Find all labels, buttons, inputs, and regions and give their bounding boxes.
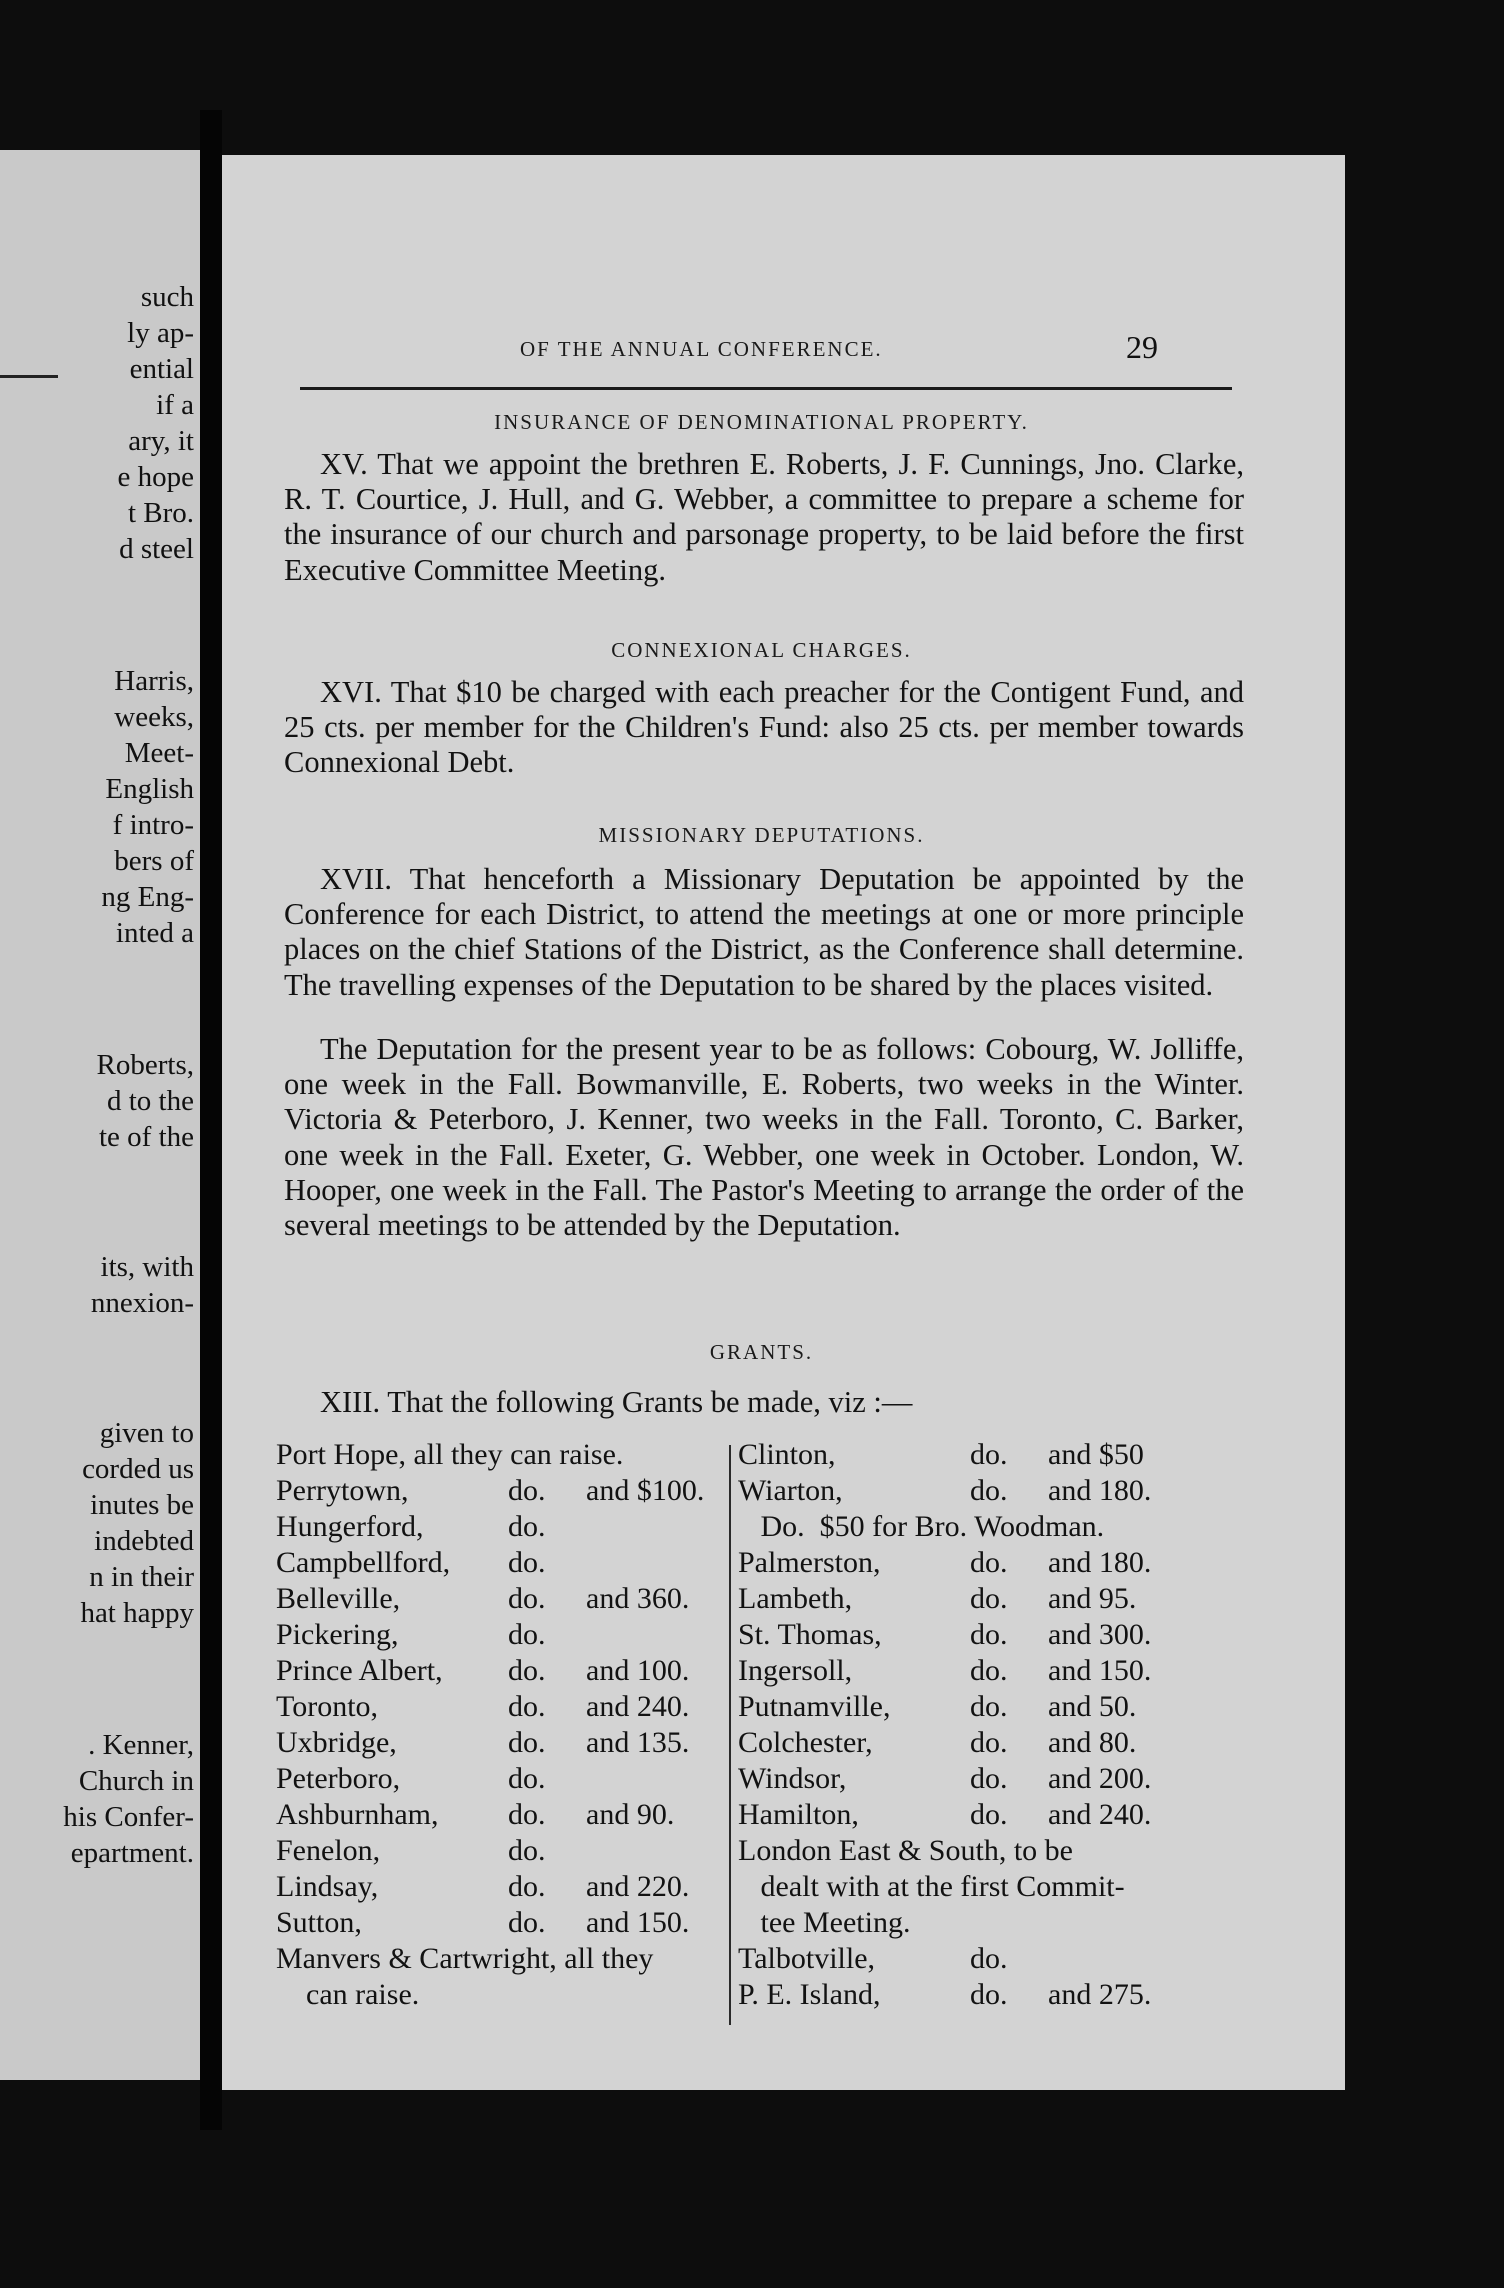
grant-place: Talbotville, bbox=[738, 1942, 876, 1975]
grant-ditto: do. bbox=[508, 1654, 546, 1687]
grant-ditto: do. bbox=[508, 1762, 546, 1795]
grant-place: Windsor, bbox=[738, 1762, 847, 1795]
grant-amount: and 300. bbox=[1048, 1618, 1152, 1651]
facing-page-line: ly ap- bbox=[127, 317, 194, 349]
grant-row bbox=[276, 1581, 726, 1617]
grant-ditto: do. bbox=[508, 1582, 546, 1615]
grant-place: Sutton, bbox=[276, 1906, 362, 1939]
grant-amount: and 220. bbox=[586, 1870, 690, 1903]
grant-place: Belleville, bbox=[276, 1582, 401, 1615]
grant-place: Palmerston, bbox=[738, 1546, 881, 1579]
grant-row bbox=[738, 1761, 1238, 1797]
facing-page-line: te of the bbox=[98, 1121, 194, 1153]
grant-place: Uxbridge, bbox=[276, 1726, 397, 1759]
section-heading-insurance: INSURANCE OF DENOMINATIONAL PROPERTY. bbox=[494, 410, 1029, 434]
grant-amount: and 275. bbox=[1048, 1978, 1152, 2011]
grant-row bbox=[738, 1437, 1238, 1473]
grant-place: Putnamville, bbox=[738, 1690, 891, 1723]
grant-place: St. Thomas, bbox=[738, 1618, 882, 1651]
section-heading-grants: GRANTS. bbox=[709, 1340, 814, 1364]
grant-place: Toronto, bbox=[276, 1690, 379, 1723]
paragraph-xvii: XVII. That henceforth a Missionary Deputation be appointed by the Conference for each District, to attend the meetings at one or more principle places on the chief Stations of the District, as the Conference shall determine. The travelling expenses of the Deputation to be shared by the places visited. bbox=[284, 862, 1244, 1002]
grant-amount: and 240. bbox=[1048, 1798, 1152, 1831]
paragraph-xv: XV. That we appoint the brethren E. Roberts, J. F. Cunnings, Jno. Clarke, R. T. Courtice, J. Hull, and G. Webber, a committee to prepare a scheme for the insurance of our church and parsonage property, to be laid before the first Executive Committee Meeting. bbox=[284, 447, 1244, 587]
paragraph-xvi: XVI. That $10 be charged with each preacher for the Contigent Fund, and 25 cts. per member for the Children's Fund: also 25 cts. per member towards Connexional Debt. bbox=[284, 675, 1244, 780]
grant-place: tee Meeting. bbox=[738, 1906, 911, 1939]
facing-page-line: Roberts, bbox=[96, 1049, 194, 1081]
facing-page-line: Church in bbox=[78, 1765, 194, 1797]
grant-place: Colchester, bbox=[738, 1726, 873, 1759]
grant-ditto: do. bbox=[970, 1726, 1008, 1759]
grant-ditto: do. bbox=[970, 1690, 1008, 1723]
header-rule bbox=[300, 387, 1232, 390]
facing-page-line: indebted bbox=[94, 1525, 194, 1557]
grant-row bbox=[276, 1761, 726, 1797]
facing-page-line: inutes be bbox=[90, 1489, 194, 1521]
grant-row bbox=[276, 1473, 726, 1509]
grant-place: Hungerford, bbox=[276, 1510, 424, 1543]
section-heading-connexional: CONNEXIONAL CHARGES. bbox=[611, 638, 912, 662]
book-page bbox=[222, 155, 1345, 2090]
grant-row bbox=[276, 1437, 726, 1473]
facing-page-line: inted a bbox=[115, 917, 194, 949]
facing-page-line: corded us bbox=[82, 1453, 194, 1485]
grant-place: Peterboro, bbox=[276, 1762, 401, 1795]
grant-ditto: do. bbox=[508, 1834, 546, 1867]
running-head bbox=[222, 329, 1345, 377]
grant-ditto: do. bbox=[970, 1618, 1008, 1651]
grant-ditto: do. bbox=[508, 1726, 546, 1759]
grant-row bbox=[738, 1833, 1238, 1869]
grant-amount: and $50 bbox=[1048, 1438, 1144, 1471]
facing-page-line: such bbox=[140, 281, 194, 313]
grant-ditto: do. bbox=[970, 1798, 1008, 1831]
facing-page-rule bbox=[0, 375, 58, 378]
grant-ditto: do. bbox=[970, 1654, 1008, 1687]
facing-page-line: Meet- bbox=[124, 737, 194, 769]
grant-ditto: do. bbox=[970, 1438, 1008, 1471]
paragraph-xiii: XIII. That the following Grants be made, viz :— bbox=[320, 1385, 913, 1419]
facing-page-line: hat happy bbox=[80, 1597, 194, 1629]
grant-place: Lambeth, bbox=[738, 1582, 853, 1615]
grant-place: Port Hope, all they can raise. bbox=[276, 1438, 624, 1471]
page-number: 29 bbox=[1126, 329, 1158, 365]
grant-amount: and 360. bbox=[586, 1582, 690, 1615]
grant-row bbox=[738, 1689, 1238, 1725]
grant-row bbox=[738, 1905, 1238, 1941]
facing-page-line: ary, it bbox=[128, 425, 194, 457]
grant-place: London East & South, to be bbox=[738, 1834, 1073, 1867]
grant-row bbox=[738, 1977, 1238, 2013]
facing-page-line: given to bbox=[99, 1417, 194, 1449]
grant-ditto: do. bbox=[970, 1978, 1008, 2011]
grant-row bbox=[276, 1905, 726, 1941]
grant-ditto: do. bbox=[970, 1942, 1008, 1975]
facing-page-line: English bbox=[105, 773, 194, 805]
facing-page-left bbox=[0, 150, 200, 2080]
column-divider bbox=[729, 1445, 731, 2025]
grant-row bbox=[276, 1725, 726, 1761]
facing-page-line: ng Eng- bbox=[101, 881, 194, 913]
grant-amount: and 240. bbox=[586, 1690, 690, 1723]
grant-place: P. E. Island, bbox=[738, 1978, 881, 2011]
grant-row bbox=[276, 1797, 726, 1833]
grant-row bbox=[276, 1941, 726, 1977]
grant-amount: and 50. bbox=[1048, 1690, 1137, 1723]
facing-page-line: Harris, bbox=[114, 665, 194, 697]
facing-page-line: n in their bbox=[89, 1561, 194, 1593]
grant-row bbox=[738, 1653, 1238, 1689]
grant-ditto: do. bbox=[508, 1798, 546, 1831]
facing-page-line: if a bbox=[156, 389, 194, 421]
grant-ditto: do. bbox=[508, 1546, 546, 1579]
facing-page-line: t Bro. bbox=[127, 497, 194, 529]
grant-ditto: do. bbox=[508, 1510, 546, 1543]
grant-amount: and 80. bbox=[1048, 1726, 1137, 1759]
grants-column-right bbox=[738, 1437, 1238, 2013]
grant-amount: and 180. bbox=[1048, 1546, 1152, 1579]
facing-page-line: nnexion- bbox=[90, 1287, 194, 1319]
grant-amount: and 100. bbox=[586, 1654, 690, 1687]
facing-page-line: epartment. bbox=[70, 1837, 194, 1869]
section-heading-missionary: MISSIONARY DEPUTATIONS. bbox=[598, 823, 925, 847]
grant-place: Hamilton, bbox=[738, 1798, 859, 1831]
grant-ditto: do. bbox=[508, 1690, 546, 1723]
grant-row bbox=[738, 1725, 1238, 1761]
grant-amount: and 95. bbox=[1048, 1582, 1137, 1615]
grant-amount: and $100. bbox=[586, 1474, 705, 1507]
grant-ditto: do. bbox=[970, 1582, 1008, 1615]
grant-amount: and 150. bbox=[586, 1906, 690, 1939]
grant-row bbox=[738, 1869, 1238, 1905]
grant-place: dealt with at the first Commit- bbox=[738, 1870, 1125, 1903]
grant-place: Lindsay, bbox=[276, 1870, 379, 1903]
grant-row bbox=[276, 1833, 726, 1869]
grant-amount: and 90. bbox=[586, 1798, 675, 1831]
grant-ditto: do. bbox=[508, 1870, 546, 1903]
grant-row bbox=[738, 1941, 1238, 1977]
grant-row bbox=[276, 1617, 726, 1653]
grant-place: Manvers & Cartwright, all they bbox=[276, 1942, 654, 1975]
grants-table bbox=[276, 1437, 1236, 2037]
facing-page-line: d to the bbox=[107, 1085, 194, 1117]
grant-row bbox=[276, 1689, 726, 1725]
grant-row bbox=[276, 1977, 726, 2013]
grant-row bbox=[738, 1509, 1238, 1545]
grant-place: Perrytown, bbox=[276, 1474, 409, 1507]
grant-row bbox=[276, 1869, 726, 1905]
grant-place: Ingersoll, bbox=[738, 1654, 853, 1687]
grant-row bbox=[276, 1545, 726, 1581]
grant-row bbox=[276, 1509, 726, 1545]
grant-ditto: do. bbox=[970, 1762, 1008, 1795]
grant-row bbox=[738, 1581, 1238, 1617]
grant-row bbox=[276, 1653, 726, 1689]
facing-page-line: his Confer- bbox=[63, 1801, 194, 1833]
grant-amount: and 150. bbox=[1048, 1654, 1152, 1687]
facing-page-line: d steel bbox=[119, 533, 194, 565]
grant-place: Pickering, bbox=[276, 1618, 399, 1651]
scan-border bbox=[222, 2090, 1345, 2288]
paragraph-deputation: The Deputation for the present year to be as follows: Cobourg, W. Jolliffe, one week in the Fall. Bowmanville, E. Roberts, two weeks in the Winter. Victoria & Peterboro, J. Kenner, two weeks in the Fall. Toronto, C. Barker, one week in the Fall. Exeter, G. Webber, one week in October. London, W. Hooper, one week in the Fall. The Pastor's Meeting to arrange the order of the several meetings to be attended by the Deputation. bbox=[284, 1032, 1244, 1243]
facing-page-line: weeks, bbox=[114, 701, 194, 733]
grant-amount: and 200. bbox=[1048, 1762, 1152, 1795]
book-gutter bbox=[200, 110, 222, 2130]
facing-page-line: its, with bbox=[100, 1251, 194, 1283]
grant-place: Clinton, bbox=[738, 1438, 836, 1471]
grant-place: Do. $50 for Bro. Woodman. bbox=[738, 1510, 1105, 1543]
grant-amount: and 135. bbox=[586, 1726, 690, 1759]
facing-page-line: bers of bbox=[114, 845, 194, 877]
grant-amount: and 180. bbox=[1048, 1474, 1152, 1507]
grants-column-left bbox=[276, 1437, 726, 2013]
grant-place: Prince Albert, bbox=[276, 1654, 443, 1687]
grant-row bbox=[738, 1473, 1238, 1509]
grant-row bbox=[738, 1797, 1238, 1833]
grant-ditto: do. bbox=[508, 1618, 546, 1651]
grant-place: can raise. bbox=[276, 1978, 420, 2011]
grant-ditto: do. bbox=[970, 1546, 1008, 1579]
facing-page-line: f intro- bbox=[112, 809, 194, 841]
grant-place: Campbellford, bbox=[276, 1546, 451, 1579]
grant-row bbox=[738, 1617, 1238, 1653]
facing-page-line: ential bbox=[129, 353, 194, 385]
grant-ditto: do. bbox=[970, 1474, 1008, 1507]
grant-row bbox=[738, 1545, 1238, 1581]
grant-place: Wiarton, bbox=[738, 1474, 843, 1507]
facing-page-line: . Kenner, bbox=[88, 1729, 194, 1761]
grant-ditto: do. bbox=[508, 1474, 546, 1507]
grant-ditto: do. bbox=[508, 1906, 546, 1939]
grant-place: Fenelon, bbox=[276, 1834, 381, 1867]
grant-place: Ashburnham, bbox=[276, 1798, 439, 1831]
running-title: OF THE ANNUAL CONFERENCE. bbox=[520, 337, 883, 361]
facing-page-line: e hope bbox=[117, 461, 194, 493]
